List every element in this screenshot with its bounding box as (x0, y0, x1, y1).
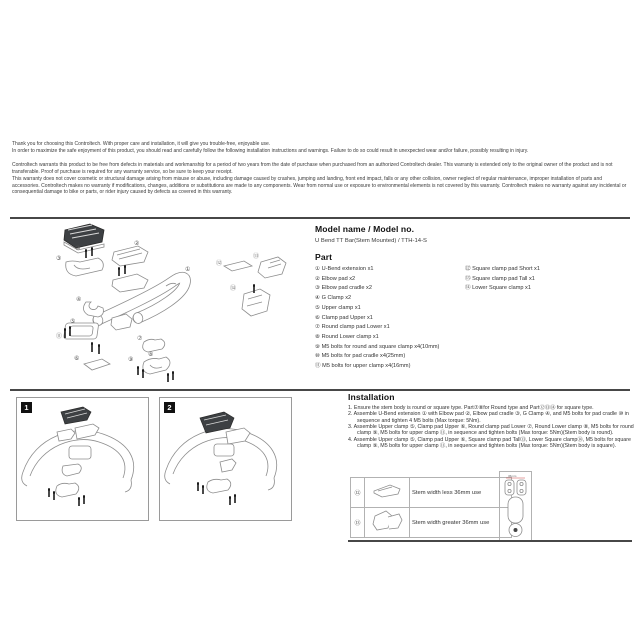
part-item: ③ Elbow pad cradle x2 (315, 285, 372, 292)
row-label: Stem width greater 36mm use (410, 508, 512, 538)
model-heading: Model name / Model no. (315, 224, 415, 234)
row-number: ⑬ (351, 508, 365, 538)
elbow-pad-cradle-drawing (66, 258, 104, 276)
panel-2-badge: 2 (164, 402, 175, 413)
installation-heading: Installation (348, 392, 395, 402)
part-item: ⑥ Clamp pad Upper x1 (315, 314, 373, 321)
stem-top-view-drawing (500, 472, 531, 541)
row-label: Stem width less 36mm use (410, 478, 512, 508)
callout-7: ⑦ (137, 335, 143, 342)
part-item: ① U-Bend extension x1 (315, 266, 374, 272)
warranty-line: This warranty does not cover cosmetic or structural damage arising from misuse or abuse, including damage caused by crashes, jumping and landing, front end impact, falls or any other collision, owner neglect of regular maintenance, improper installation of parts and accessories. Controltech makes no warranty if modifications, changes, additions or substitutions are made to any components. Wear from normal use or exposure to environmental elements is not covered by this warranty. Controltech makes no warranty against any incidental or consequential damage to bike or parts, or rider injury caused by defects as covered in this warranty. (12, 175, 627, 196)
assembly-panel-1 (16, 397, 149, 521)
part-item: ⑪ M5 bolts for upper clamp x4(16mm) (315, 363, 411, 370)
intro-line: Thank you for choosing this Controltech. With proper care and installation, it will give you trouble-free, enjoyable use. (12, 141, 271, 147)
table-row (351, 478, 512, 508)
exploded-parts-diagram (20, 222, 320, 392)
clamp-pad-upper-drawing (84, 359, 110, 370)
callout-8: ⑧ (148, 351, 154, 358)
callout-13: ⑬ (253, 253, 260, 260)
model-value: U Bend TT Bar(Stem Mounted) / TTH-14-S (315, 238, 427, 244)
part-heading: Part (315, 252, 333, 262)
elbow-pad-drawing (64, 224, 104, 253)
part-item: ⑦ Round clamp pad Lower x1 (315, 324, 390, 331)
callout-10: ⑩ (75, 245, 81, 252)
installation-step: 4. Assemble Upper clamp ⑤, Clamp pad Upper ⑥, Square clamp pad Tall⑬, Lower Square clamp⑭, M5 bolts for square clamp ⑨, M5 bolts for upper clamp ⑪, in sequence and tighten bolts (Max torque: 5Nm)(Stem body is square). (348, 436, 631, 450)
callout-2: ② (134, 240, 140, 247)
assembly-drawing-1 (17, 398, 146, 518)
table-row (351, 508, 512, 538)
callout-5: ⑤ (70, 318, 76, 325)
intro-text (12, 141, 630, 196)
warranty-line: Controltech warrants this product to be free from defects in materials and workmanship for a period of two years from the date of purchase when purchased from an authorized Controltech dealer. This warranty is extended only to the original owner of the product and is not transferable. Proof of purchase is required for any warranty service, so be sure to keep your receipt. (12, 161, 613, 175)
installation-step: 2. Assemble U-Bend extension ① with Elbow pad ②, Elbow pad cradle ③, G Clamp ④, and M5 bolts for pad cradle ⑩ in sequence and tighten 4 M5 bolts (Max torque: 5Nm). (348, 411, 629, 424)
part-item: ⑩ M5 bolts for pad cradle x4(25mm) (315, 353, 406, 360)
callout-11: ⑪ (56, 333, 63, 340)
round-clamp-pad-lower-drawing (143, 339, 165, 352)
part-item: ⑫ Square clamp pad Short x1 (465, 266, 540, 272)
callout-9: ⑨ (128, 356, 134, 363)
part-list-col-a (315, 265, 439, 372)
part-item: ⑭ Lower Square clamp x1 (465, 285, 531, 292)
assembly-drawing-2 (160, 398, 289, 518)
elbow-pad2-drawing (112, 246, 148, 292)
stem-illustration-box (499, 471, 532, 542)
callout-14: ⑭ (230, 285, 237, 292)
part-item: ⑤ Upper clamp x1 (315, 304, 361, 311)
upper-clamp-drawing (64, 323, 99, 339)
row-number: ⑫ (351, 478, 365, 508)
assembly-panel-2 (159, 397, 292, 521)
part-list-col-b (465, 265, 540, 294)
divider-bottom (348, 540, 632, 542)
panel-1-badge: 1 (21, 402, 32, 413)
installation-step: 1. Ensure the stem body is round or square type. Part⑦⑧for Round type and Part⑫⑬⑭ for square type. (348, 405, 594, 411)
callout-4: ④ (76, 296, 82, 303)
tall-clamp-pad-icon (365, 508, 410, 538)
lower-square-clamp-drawing (242, 286, 270, 317)
round-lower-clamp-drawing (137, 357, 174, 382)
square-clamp-pad-short-drawing (224, 261, 252, 271)
short-clamp-pad-icon (365, 478, 410, 508)
part-item: ⑧ Round Lower clamp x1 (315, 333, 379, 340)
callout-6: ⑥ (74, 355, 80, 362)
callout-1: ① (185, 266, 191, 273)
part-item: ④ G Clamp x2 (315, 295, 352, 302)
part-item: ② Elbow pad x2 (315, 275, 356, 282)
divider-middle (10, 389, 630, 391)
square-clamp-pad-tall-drawing (258, 257, 286, 278)
divider-top (10, 217, 630, 219)
callout-3: ③ (56, 255, 62, 262)
installation-steps (348, 405, 637, 449)
installation-step: 3. Assemble Upper clamp ⑤, Clamp pad Upper ⑥, Round clamp pad Lower ⑦, Round Lower clamp ⑧, M5 bolts for round clamp ⑨, M5 bolts for upper clamp ⑪, in sequence and tighten bolts (Max torque: 5Nm)(Stem body is round). (348, 424, 634, 437)
intro-line: In order to maximize the safe enjoyment of this product, you should read and carefully follow the following installation instructions and warnings. Failure to do so could result in unexpected wear and/or failure, possibly resulting in injury. (12, 147, 529, 154)
callout-12: ⑫ (216, 260, 223, 267)
stem-dimension-label: 36mm (508, 474, 517, 478)
g-clamp-drawing (83, 302, 103, 317)
part-item: ⑬ Square clamp pad Tall x1 (465, 275, 535, 282)
stem-width-table (350, 477, 512, 538)
part-item: ⑨ M5 bolts for round and square clamp x4(10mm) (315, 343, 440, 350)
installation-section (348, 392, 637, 449)
